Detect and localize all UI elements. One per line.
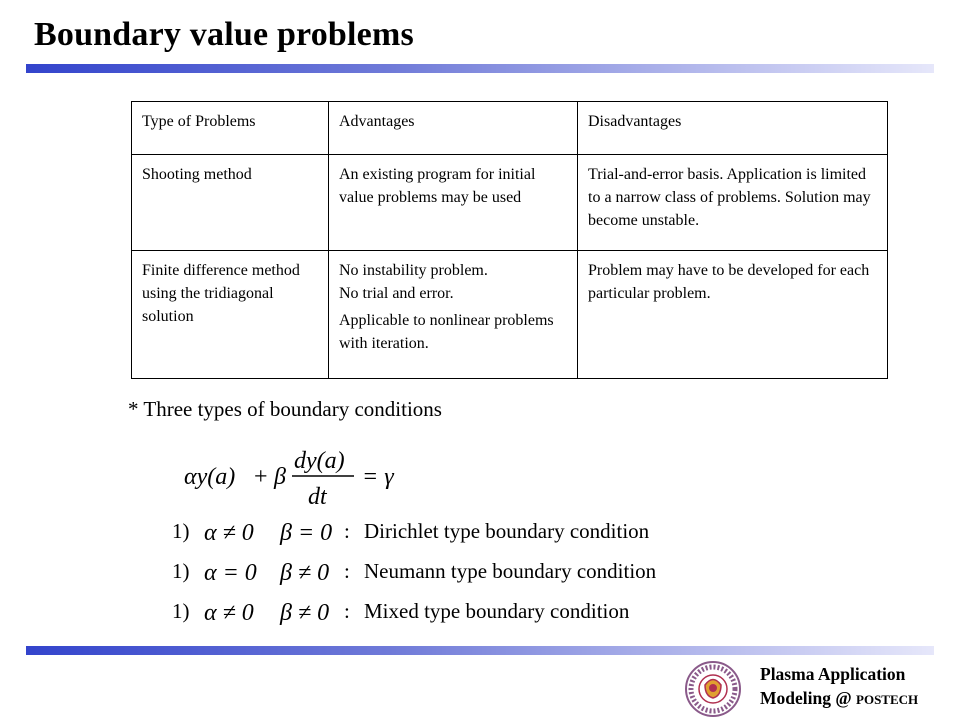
- alpha-condition: α ≠ 0: [204, 600, 254, 626]
- title-underline-bar: [26, 64, 934, 73]
- cell-disadvantages: Problem may have to be developed for each particular problem.: [578, 251, 888, 379]
- table-row: [132, 251, 888, 379]
- eq-rhs: = γ: [362, 464, 394, 490]
- table-row: [132, 155, 888, 251]
- condition-formula: [202, 516, 342, 548]
- list-item: [172, 516, 772, 548]
- item-description: Dirichlet type boundary condition: [364, 519, 650, 543]
- item-colon: :: [344, 599, 350, 623]
- boundary-conditions-heading: * Three types of boundary conditions: [128, 397, 442, 421]
- condition-formula: [202, 596, 342, 628]
- eq-frac-denominator: dt: [308, 484, 327, 508]
- footer-text: [760, 662, 918, 712]
- university-seal-logo: [683, 660, 743, 718]
- cell-advantages: [329, 251, 578, 379]
- item-description: Mixed type boundary condition: [364, 599, 630, 623]
- cell-type: Shooting method: [132, 155, 329, 251]
- footer-line1: Plasma Application: [760, 664, 906, 684]
- header-advantages: Advantages: [329, 102, 578, 155]
- list-item: [172, 556, 772, 588]
- item-number: 1): [172, 599, 190, 623]
- item-number: 1): [172, 559, 190, 583]
- footer-bar: [26, 646, 934, 655]
- advantage-line: Applicable to nonlinear problems with iteration.: [339, 312, 554, 353]
- beta-condition: β ≠ 0: [280, 560, 330, 586]
- eq-alpha-y: αy(a): [184, 464, 236, 490]
- page-title: Boundary value problems: [34, 16, 414, 53]
- eq-frac-numerator: dy(a): [294, 448, 345, 474]
- cell-type: Finite difference method using the tridiagonal solution: [132, 251, 329, 379]
- condition-formula: [202, 556, 342, 588]
- alpha-condition: α ≠ 0: [204, 520, 254, 546]
- cell-disadvantages: Trial-and-error basis. Application is limited to a narrow class of problems. Solution may become unstable.: [578, 155, 888, 251]
- item-colon: :: [344, 519, 350, 543]
- item-number: 1): [172, 519, 190, 543]
- advantage-line: No trial and error.: [339, 285, 454, 303]
- comparison-table: [131, 101, 888, 379]
- cell-advantages: An existing program for initial value problems may be used: [329, 155, 578, 251]
- header-type: Type of Problems: [132, 102, 329, 155]
- list-item: [172, 596, 772, 628]
- header-disadvantages: Disadvantages: [578, 102, 888, 155]
- alpha-condition: α = 0: [204, 560, 257, 586]
- table-header-row: [132, 102, 888, 155]
- advantage-line: No instability problem.: [339, 262, 488, 280]
- footer-line2: Modeling @ POSTECH: [760, 688, 919, 708]
- item-description: Neumann type boundary condition: [364, 559, 657, 583]
- item-colon: :: [344, 559, 350, 583]
- eq-beta: β: [274, 464, 286, 490]
- beta-condition: β = 0: [280, 520, 333, 546]
- eq-plus: +: [254, 464, 268, 490]
- beta-condition: β ≠ 0: [280, 600, 330, 626]
- boundary-equation: [184, 444, 444, 508]
